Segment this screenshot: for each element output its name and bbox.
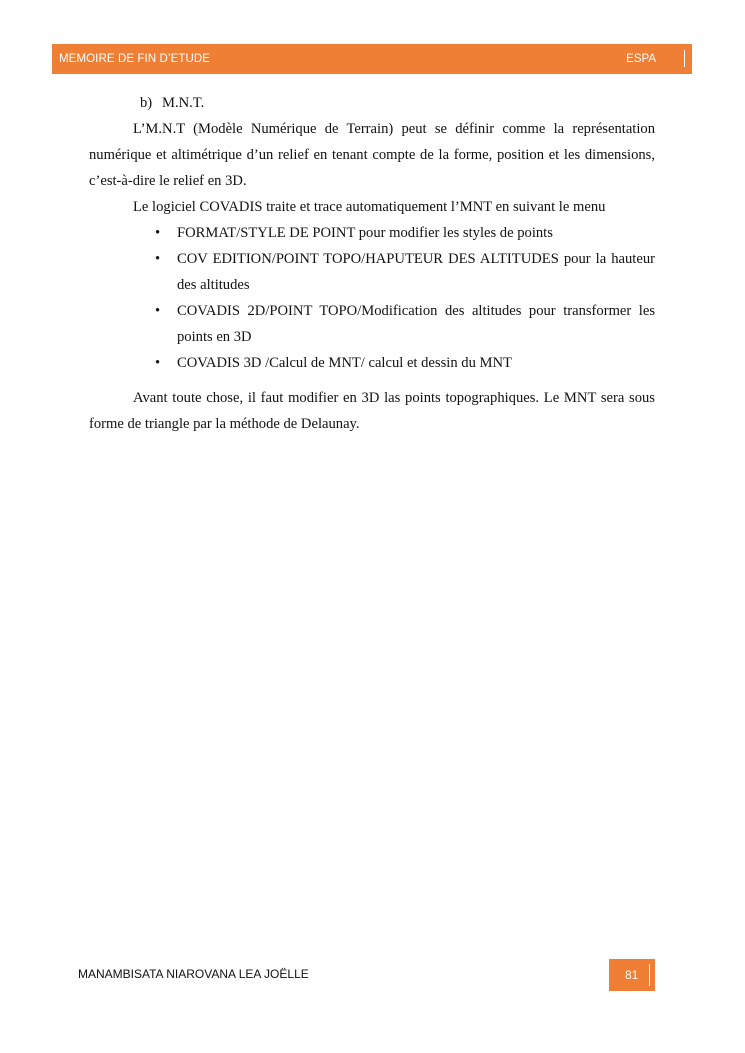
bullet-icon: • (155, 225, 161, 241)
list-item (155, 350, 655, 376)
list-item-text: COV EDITION/POINT TOPO/HAPUTEUR DES ALTITUDES pour la hauteur des altitudes (177, 251, 655, 293)
conclusion-paragraph: Avant toute chose, il faut modifier en 3D las points topographiques. Le MNT sera sous forme de triangle par la méthode de Delaunay. (89, 390, 655, 432)
page-content (89, 90, 655, 437)
bullet-icon: • (155, 355, 161, 371)
list-item (155, 220, 655, 246)
section-heading (89, 90, 655, 116)
software-intro-paragraph: Le logiciel COVADIS traite et trace automatiquement l’MNT en suivant le menu (133, 199, 606, 215)
list-item-text: COVADIS 2D/POINT TOPO/Modification des altitudes pour transformer les points en 3D (177, 303, 655, 345)
page-header (52, 44, 692, 74)
header-divider (684, 50, 685, 67)
bullet-icon: • (155, 251, 161, 267)
section-title: M.N.T. (162, 95, 205, 111)
section-label: b) (140, 95, 153, 111)
page-number: 81 (625, 968, 639, 982)
list-item (155, 246, 655, 298)
footer-author: MANAMBISATA NIAROVANA LEA JOËLLE (78, 967, 309, 981)
list-item (155, 298, 655, 350)
page-number-box (609, 959, 655, 991)
menu-list (89, 220, 655, 376)
list-item-text: FORMAT/STYLE DE POINT pour modifier les styles de points (177, 225, 553, 241)
header-document-title: MEMOIRE DE FIN D’ETUDE (59, 53, 211, 65)
bullet-icon: • (155, 303, 161, 319)
page-number-divider (649, 964, 650, 986)
header-institution: ESPA (626, 53, 656, 65)
definition-paragraph: L’M.N.T (Modèle Numérique de Terrain) peut se définir comme la représentation numérique et altimétrique d’un relief en tenant compte de la forme, position et les dimensions, c’est-à-dire le relief en 3D. (89, 121, 655, 189)
list-item-text: COVADIS 3D /Calcul de MNT/ calcul et dessin du MNT (177, 355, 512, 371)
